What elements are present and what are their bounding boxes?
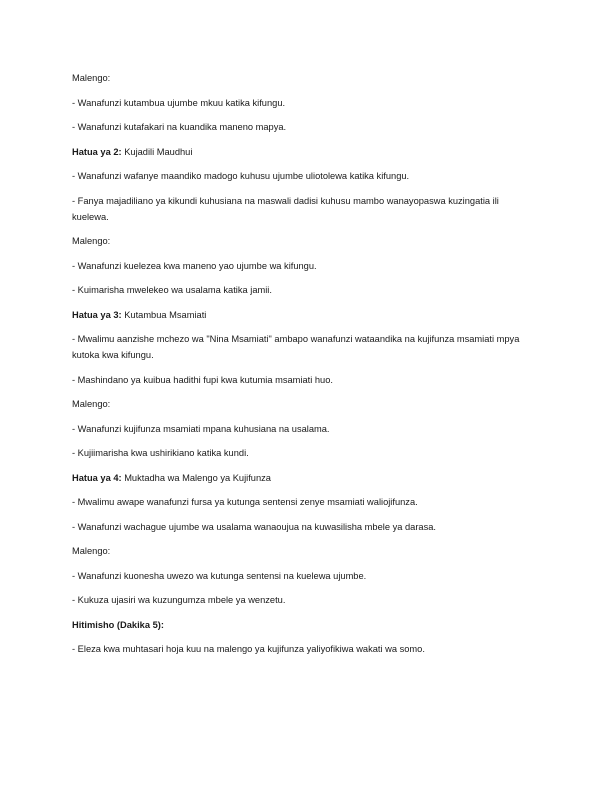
paragraph-text: - Mwalimu aanzishe mchezo wa "Nina Msamiati" ambapo wanafunzi wataandika na kujifunza msamiati mpya kutoka kwa kifungu.: [72, 334, 520, 360]
paragraph-text: - Fanya majadiliano ya kikundi kuhusiana na maswali dadisi kuhusu mambo wanayopaswa kuzingatia ili kuelewa.: [72, 195, 499, 222]
paragraph: [72, 233, 534, 249]
paragraph-text: - Wanafunzi kutafakari na kuandika maneno mapya.: [72, 122, 287, 132]
paragraph-text: - Kukuza ujasiri wa kuzungumza mbele ya wenzetu.: [72, 595, 286, 605]
paragraph: [72, 641, 534, 657]
paragraph: [72, 592, 534, 608]
paragraph-text: - Eleza kwa muhtasari hoja kuu na malengo ya kujifunza yaliyofikiwa wakati wa somo.: [72, 644, 425, 654]
paragraph: [72, 421, 534, 437]
paragraph: [72, 95, 534, 111]
paragraph-text: - Kujiimarisha kwa ushirikiano katika kundi.: [72, 448, 249, 458]
paragraph: [72, 543, 534, 559]
section-heading: [72, 144, 534, 160]
paragraph: [72, 331, 534, 363]
paragraph: [72, 396, 534, 412]
paragraph-text: - Mwalimu awape wanafunzi fursa ya kutunga sentensi zenye msamiati waliojifunza.: [72, 497, 418, 507]
paragraph: [72, 168, 534, 184]
paragraph-text: Malengo:: [72, 546, 111, 556]
paragraph-text: Kutambua Msamiati: [121, 309, 207, 320]
paragraph: [72, 372, 534, 388]
paragraph-text: Malengo:: [72, 73, 111, 83]
paragraph-text: - Wanafunzi kutambua ujumbe mkuu katika kifungu.: [72, 97, 286, 108]
paragraph: [72, 519, 534, 535]
paragraph: [72, 119, 534, 135]
section-heading: [72, 470, 534, 486]
paragraph-text: Malengo:: [72, 236, 111, 246]
paragraph-text: Malengo:: [72, 399, 111, 409]
paragraph-text: - Kuimarisha mwelekeo wa usalama katika jamii.: [72, 285, 272, 295]
paragraph: [72, 258, 534, 274]
paragraph: [72, 445, 534, 461]
paragraph-text: - Mashindano ya kuibua hadithi fupi kwa kutumia msamiati huo.: [72, 374, 333, 385]
paragraph-text: - Wanafunzi kujifunza msamiati mpana kuhusiana na usalama.: [72, 423, 330, 434]
heading-label: Hatua ya 4:: [72, 472, 122, 483]
section-heading: [72, 307, 534, 323]
paragraph-text: Muktadha wa Malengo ya Kujifunza: [121, 472, 271, 483]
paragraph-text: - Wanafunzi kuonesha uwezo wa kutunga sentensi na kuelewa ujumbe.: [72, 570, 367, 581]
section-heading: [72, 617, 534, 633]
document-page: [72, 70, 534, 666]
heading-label: Hatua ya 2:: [72, 146, 122, 157]
paragraph-text: Kujadili Maudhui: [121, 146, 193, 157]
paragraph: [72, 494, 534, 510]
heading-label: Hatua ya 3:: [72, 309, 122, 320]
paragraph-text: - Wanafunzi wafanye maandiko madogo kuhusu ujumbe uliotolewa katika kifungu.: [72, 171, 410, 181]
heading-label: Hitimisho (Dakika 5):: [72, 619, 164, 630]
paragraph-text: - Wanafunzi wachague ujumbe wa usalama wanaoujua na kuwasilisha mbele ya darasa.: [72, 521, 436, 532]
paragraph: [72, 70, 534, 86]
paragraph: [72, 568, 534, 584]
paragraph-text: - Wanafunzi kuelezea kwa maneno yao ujumbe wa kifungu.: [72, 260, 317, 271]
paragraph: [72, 282, 534, 298]
paragraph: [72, 193, 534, 225]
